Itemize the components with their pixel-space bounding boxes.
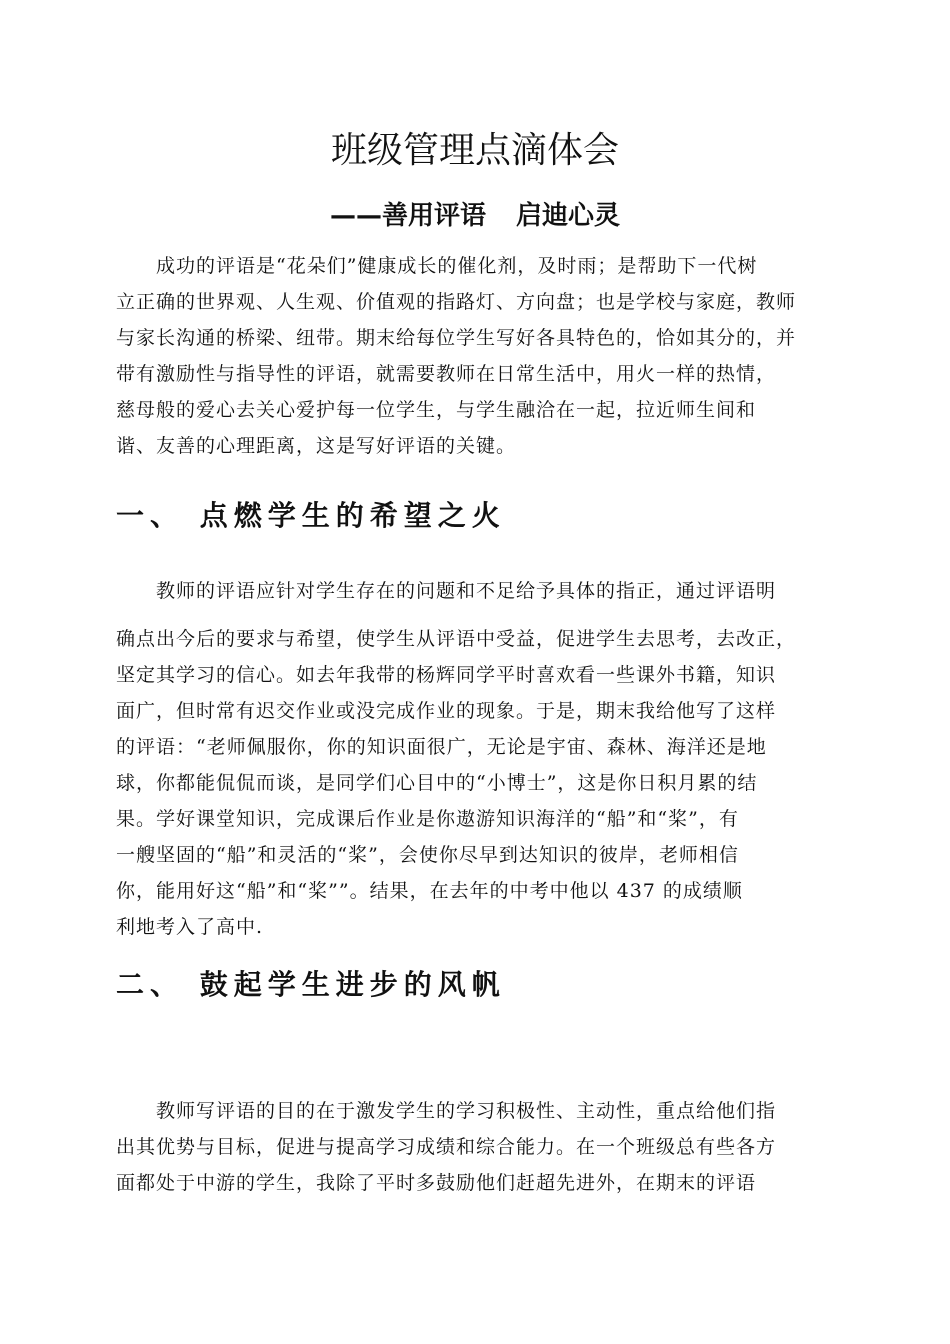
subtitle-part-1: ——善用评语 <box>329 201 486 231</box>
intro-line: 立正确的世界观、人生观、价值观的指路灯、方向盘；也是学校与家庭，教师 <box>116 291 797 313</box>
page-title: 班级管理点滴体会 <box>330 130 619 171</box>
section-1-line: 坚定其学习的信心。如去年我带的杨辉同学平时喜欢看一些课外书籍，知识 <box>116 664 777 686</box>
intro-line: 带有激励性与指导性的评语，就需要教师在日常生活中，用火一样的热情， <box>116 363 777 385</box>
section-1-line: 面广，但时常有迟交作业或没完成作业的现象。于是，期末我给他写了这样 <box>116 700 777 722</box>
section-2-line: 教师写评语的目的在于激发学生的学习积极性、主动性，重点给他们指 <box>156 1100 777 1122</box>
subtitle-part-2: 启迪心灵 <box>516 201 621 231</box>
intro-paragraph <box>116 248 840 464</box>
section-1-line: 球，你都能侃侃而谈，是同学们心目中的“小博士”，这是你日积月累的结 <box>116 772 758 794</box>
section-1-heading: 一、 点燃学生的希望之火 <box>116 499 506 532</box>
section-1-paragraph <box>116 573 840 945</box>
section-1-line: 你，能用好这“船”和“桨””。结果，在去年的中考中他以 437 的成绩顺 <box>116 880 743 902</box>
intro-line: 成功的评语是“花朵们”健康成长的催化剂，及时雨；是帮助下一代树 <box>156 255 758 277</box>
intro-line: 慈母般的爱心去关心爱护每一位学生，与学生融洽在一起，拉近师生间和 <box>116 399 757 421</box>
section-2-heading: 二、 鼓起学生进步的风帆 <box>116 968 506 1001</box>
section-2-line: 出其优势与目标，促进与提高学习成绩和综合能力。在一个班级总有些各方 <box>116 1136 777 1158</box>
section-1-line: 一艘坚固的“船”和灵活的“桨”，会使你尽早到达知识的彼岸，老师相信 <box>116 844 739 866</box>
section-2-paragraph <box>116 1093 840 1201</box>
section-1-line: 确点出今后的要求与希望，使学生从评语中受益，促进学生去思考，去改正， <box>116 628 797 650</box>
section-1-line: 教师的评语应针对学生存在的问题和不足给予具体的指正，通过评语明 <box>156 580 777 602</box>
page-subtitle <box>0 196 950 236</box>
intro-line: 与家长沟通的桥梁、纽带。期末给每位学生写好各具特色的，恰如其分的，并 <box>116 327 797 349</box>
section-1-line: 的评语：“老师佩服你，你的知识面很广，无论是宇宙、森林、海洋还是地 <box>116 736 767 758</box>
section-1-line: 果。学好课堂知识，完成课后作业是你遨游知识海洋的“船”和“桨”，有 <box>116 808 739 830</box>
section-2-line: 面都处于中游的学生，我除了平时多鼓励他们赶超先进外，在期末的评语 <box>116 1172 757 1194</box>
section-1-line: 利地考入了高中. <box>116 916 264 938</box>
intro-line: 谐、友善的心理距离，这是写好评语的关键。 <box>116 435 517 457</box>
